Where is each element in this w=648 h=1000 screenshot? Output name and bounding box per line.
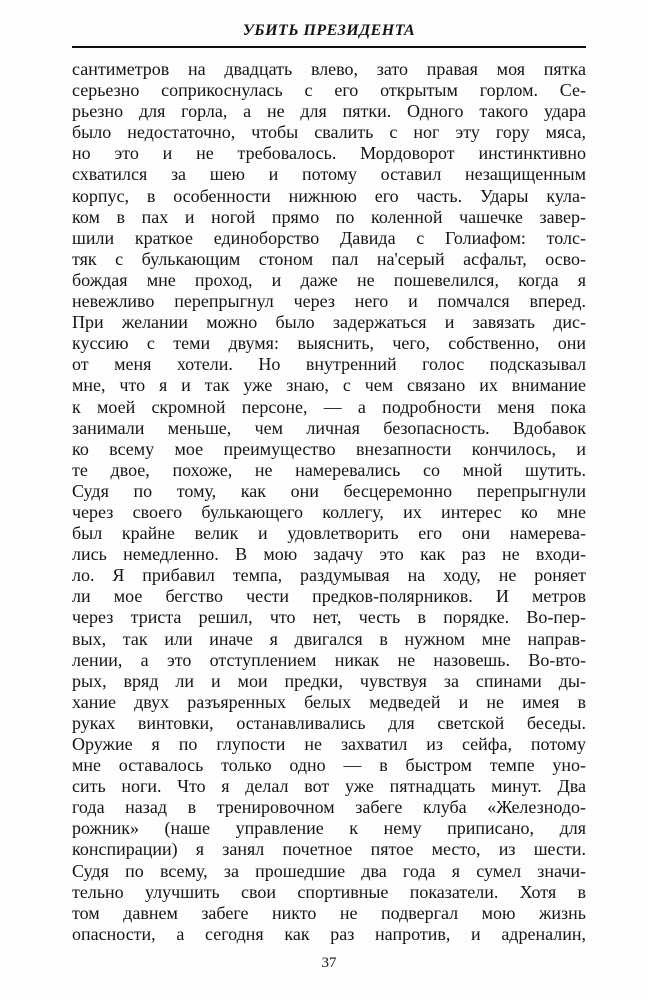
text-line: был крайне велик и удовлетворить его они намерева- — [72, 523, 586, 544]
header-rule — [72, 46, 586, 48]
text-line: схватился за шею и потому оставил незащищенным — [72, 164, 586, 185]
text-line: тельно улучшить свои спортивные показатели. Хотя в — [72, 881, 586, 902]
text-line: сантиметров на двадцать влево, зато правая моя пятка — [72, 59, 586, 79]
text-line: от меня хотели. Но внутренний голос подсказывал — [72, 354, 586, 375]
text-line: ло. Я прибавил темпа, раздумывая на ходу, не роняет — [72, 565, 586, 586]
text-line: мне оставалось только одно — в быстром темпе уно- — [72, 755, 586, 776]
text-line: опасности, а сегодня как раз напротив, и адреналин, — [72, 923, 586, 944]
text-line: вых, так или иначе я двигался в нужном мне направ- — [72, 628, 586, 649]
text-line: рожник» (наше управление к нему приписано, для — [72, 818, 586, 839]
text-line: рьезно для горла, а не для пятки. Одного такого удара — [72, 101, 586, 122]
text-line: через своего булькающего коллегу, их интерес ко мне — [72, 501, 586, 522]
text-line: мне, что я и так уже знаю, с чем связано их внимание — [72, 375, 586, 396]
text-line: сить ноги. Что я делал вот уже пятнадцать минут. Два — [72, 776, 586, 797]
text-line: хание двух разъяренных белых медведей и не имея в — [72, 691, 586, 712]
text-line: невежливо перепрыгнул через него и помчался вперед. — [72, 291, 586, 312]
text-line: При желании можно было задержаться и завязать дис- — [72, 312, 586, 333]
text-line: ко всему мое преимущество внезапности кончилось, и — [72, 438, 586, 459]
text-line: куссию с теми двумя: выяснить, чего, собственно, они — [72, 333, 586, 354]
text-line: те двое, похоже, не намеревались со мной шутить. — [72, 459, 586, 480]
text-line: Судя по тому, как они бесцеремонно перепрыгнули — [72, 480, 586, 501]
text-line: лись немедленно. В мою задачу это как раз не входи- — [72, 544, 586, 565]
running-head: УБИТЬ ПРЕЗИДЕНТА — [242, 22, 416, 39]
text-line: конспирации) я занял почетное пятое место, из шести. — [72, 839, 586, 860]
text-line: Судя по всему, за прошедшие два года я сумел значи- — [72, 860, 586, 881]
text-line: корпус, в особенности нижнюю его часть. Удары кула- — [72, 185, 586, 206]
text-line: шили краткое единоборство Давида с Голиафом: толс- — [72, 227, 586, 248]
text-line: том давнем забеге никто не подвергал мою жизнь — [72, 902, 586, 923]
body-text — [72, 59, 586, 945]
text-line: ком в пах и ногой прямо по коленной чашечке завер- — [72, 206, 586, 227]
text-line: Оружие я по глупости не захватил из сейфа, потому — [72, 734, 586, 754]
text-line: рых, вряд ли и мои предки, чувствуя за спинами ды- — [72, 670, 586, 691]
text-line: бождая мне проход, и даже не пошевелился, когда я — [72, 269, 586, 290]
text-line: к моей скромной персоне, — а подробности меня пока — [72, 396, 586, 417]
text-line: через триста решил, что нет, честь в порядке. Во-пер- — [72, 607, 586, 628]
text-line: лении, а это отступлением никак не назовешь. Во-вто- — [72, 649, 586, 670]
text-line: тяк с булькающим стоном пал на'серый асфальт, осво- — [72, 248, 586, 269]
text-line: было недостаточно, чтобы свалить с ног эту гору мяса, — [72, 122, 586, 143]
text-line: руках винтовки, останавливались для светской беседы. — [72, 712, 586, 733]
text-line: года назад в тренировочном забеге клуба «Железнодо- — [72, 797, 586, 818]
text-line: но это и не требовалось. Мордоворот инстинктивно — [72, 143, 586, 164]
text-line: ли мое бегство чести предков-полярников. И метров — [72, 586, 586, 607]
text-line: серьезно соприкоснулась с его открытым горлом. Се- — [72, 80, 586, 101]
page-number: 37 — [321, 955, 337, 971]
text-line: занимали меньше, чем личная безопасность. Вдобавок — [72, 417, 586, 438]
